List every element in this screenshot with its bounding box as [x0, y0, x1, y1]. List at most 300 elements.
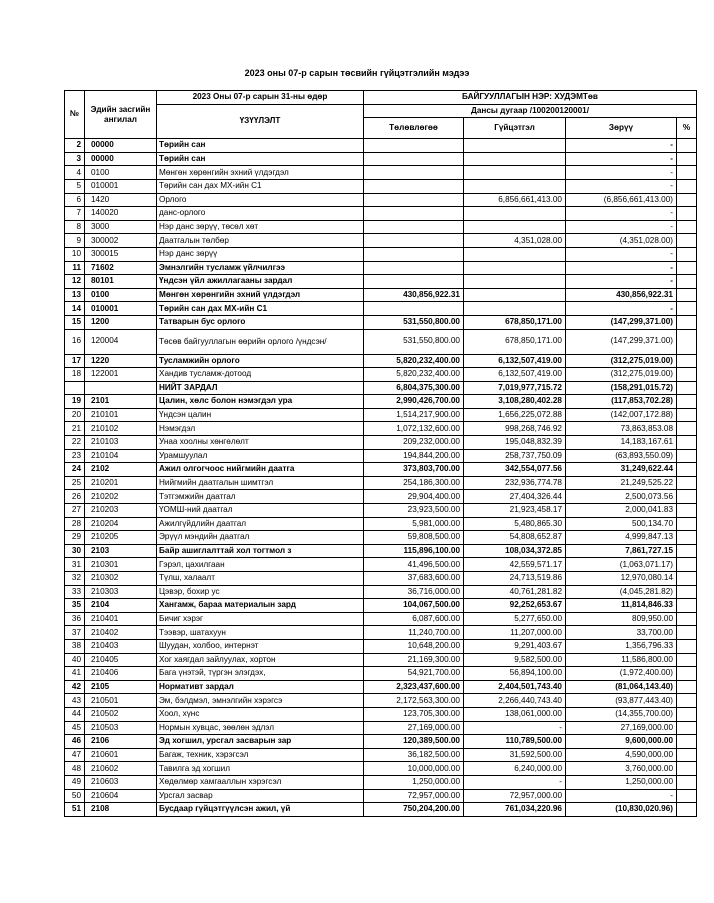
actual-cell — [464, 275, 566, 289]
actual-cell — [464, 288, 566, 302]
plan-cell: 59,808,500.00 — [364, 531, 464, 545]
table-row — [65, 572, 697, 586]
row-number-cell: 49 — [65, 775, 85, 789]
table-row — [65, 490, 697, 504]
table-row — [65, 288, 697, 302]
table-row — [65, 247, 697, 261]
indicator-name-cell: Бага үнэтэй, түргэн элэгдэх, — [157, 667, 364, 681]
table-row — [65, 585, 697, 599]
row-number-cell: 38 — [65, 639, 85, 653]
actual-cell — [464, 207, 566, 221]
indicator-name-cell: Нийгмийн даатгалын шимтгэл — [157, 476, 364, 490]
row-number-cell: 32 — [65, 572, 85, 586]
row-number-cell: 10 — [65, 247, 85, 261]
difference-cell: (147,299,371.00) — [566, 315, 677, 329]
table-row — [65, 220, 697, 234]
row-number-cell: 43 — [65, 694, 85, 708]
row-number-cell: 48 — [65, 762, 85, 776]
percent-cell — [677, 152, 697, 166]
header-plan: Төлөвлөгөө — [364, 118, 464, 139]
percent-cell — [677, 612, 697, 626]
plan-cell: 5,820,232,400.00 — [364, 368, 464, 382]
table-row — [65, 436, 697, 450]
table-row — [65, 302, 697, 316]
indicator-name-cell: Багаж, техник, хэрэгсэл — [157, 748, 364, 762]
difference-cell: - — [566, 247, 677, 261]
econ-code-cell: 2106 — [85, 735, 157, 749]
percent-cell — [677, 544, 697, 558]
difference-cell: 21,249,525.22 — [566, 476, 677, 490]
row-number-cell: 19 — [65, 395, 85, 409]
difference-cell: 2,000,041.83 — [566, 504, 677, 518]
indicator-name-cell: Мөнгөн хөрөнгийн эхний үлдэгдэл — [157, 166, 364, 180]
actual-cell: 678,850,171.00 — [464, 329, 566, 354]
plan-cell: 6,087,600.00 — [364, 612, 464, 626]
econ-code-cell: 140020 — [85, 207, 157, 221]
row-number-cell: 28 — [65, 517, 85, 531]
difference-cell: 4,590,000.00 — [566, 748, 677, 762]
percent-cell — [677, 193, 697, 207]
econ-code-cell: 210603 — [85, 775, 157, 789]
actual-cell: 56,894,100.00 — [464, 667, 566, 681]
indicator-name-cell: Эм, бэлдмэл, эмнэлгийн хэрэгсэ — [157, 694, 364, 708]
econ-code-cell: 210301 — [85, 558, 157, 572]
difference-cell: (63,893,550.09) — [566, 449, 677, 463]
actual-cell: 6,856,661,413.00 — [464, 193, 566, 207]
row-number-cell: 51 — [65, 803, 85, 817]
row-number-cell: 14 — [65, 302, 85, 316]
difference-cell: 430,856,922.31 — [566, 288, 677, 302]
difference-cell: (142,007,172.88) — [566, 408, 677, 422]
econ-code-cell: 71602 — [85, 261, 157, 275]
percent-cell — [677, 207, 697, 221]
actual-cell — [464, 261, 566, 275]
indicator-name-cell: Тавилга эд хогшил — [157, 762, 364, 776]
actual-cell: 24,713,519.86 — [464, 572, 566, 586]
row-number-cell: 8 — [65, 220, 85, 234]
difference-cell: (312,275,019.00) — [566, 354, 677, 368]
indicator-name-cell: Нормативт зардал — [157, 680, 364, 694]
row-number-cell: 40 — [65, 653, 85, 667]
plan-cell: 72,957,000.00 — [364, 789, 464, 803]
difference-cell: 1,250,000.00 — [566, 775, 677, 789]
row-number-cell: 23 — [65, 449, 85, 463]
indicator-name-cell: Хоол, хүнс — [157, 707, 364, 721]
percent-cell — [677, 288, 697, 302]
table-row — [65, 449, 697, 463]
econ-code-cell: 2108 — [85, 803, 157, 817]
percent-cell — [677, 220, 697, 234]
plan-cell — [364, 179, 464, 193]
plan-cell: 430,856,922.31 — [364, 288, 464, 302]
report-title: 2023 оны 07-р сарын төсвийн гүйцэтгэлийн мэдээ — [244, 68, 470, 78]
actual-cell: 21,923,458.17 — [464, 504, 566, 518]
percent-cell — [677, 572, 697, 586]
actual-cell: - — [464, 721, 566, 735]
econ-code-cell: 1420 — [85, 193, 157, 207]
table-row — [65, 762, 697, 776]
indicator-name-cell: Гэрэл, цахилгаан — [157, 558, 364, 572]
econ-code-cell: 2102 — [85, 463, 157, 477]
indicator-name-cell: Төрийн сан — [157, 139, 364, 153]
table-row — [65, 612, 697, 626]
plan-cell: 123,705,300.00 — [364, 707, 464, 721]
percent-cell — [677, 476, 697, 490]
row-number-cell: 16 — [65, 329, 85, 354]
table-row — [65, 193, 697, 207]
percent-cell — [677, 449, 697, 463]
row-number-cell: 47 — [65, 748, 85, 762]
actual-cell: 2,266,440,743.40 — [464, 694, 566, 708]
indicator-name-cell: Бусдаар гүйцэтгүүлсэн ажил, үй — [157, 803, 364, 817]
plan-cell: 1,514,217,900.00 — [364, 408, 464, 422]
percent-cell — [677, 275, 697, 289]
indicator-name-cell: Үндсэн үйл ажиллагааны зардал — [157, 275, 364, 289]
difference-cell: 3,760,000.00 — [566, 762, 677, 776]
econ-code-cell: 210503 — [85, 721, 157, 735]
econ-code-cell: 210302 — [85, 572, 157, 586]
econ-code-cell: 210203 — [85, 504, 157, 518]
table-row — [65, 803, 697, 817]
indicator-name-cell: Төрийн сан дах МХ-ийн С1 — [157, 179, 364, 193]
difference-cell: 2,500,073.56 — [566, 490, 677, 504]
indicator-name-cell: Тусламжийн орлого — [157, 354, 364, 368]
difference-cell: (6,856,661,413.00) — [566, 193, 677, 207]
plan-cell: 21,169,300.00 — [364, 653, 464, 667]
indicator-name-cell: Төрийн сан — [157, 152, 364, 166]
percent-cell — [677, 653, 697, 667]
indicator-name-cell: Урамшуулал — [157, 449, 364, 463]
difference-cell: 73,863,853.08 — [566, 422, 677, 436]
percent-cell — [677, 463, 697, 477]
actual-cell: 258,737,750.09 — [464, 449, 566, 463]
table-row — [65, 748, 697, 762]
row-number-cell: 4 — [65, 166, 85, 180]
row-number-cell: 45 — [65, 721, 85, 735]
difference-cell: (1,063,071.17) — [566, 558, 677, 572]
difference-cell: 500,134.70 — [566, 517, 677, 531]
header-pct: % — [677, 118, 697, 139]
difference-cell: - — [566, 302, 677, 316]
plan-cell: 531,550,800.00 — [364, 329, 464, 354]
indicator-name-cell: Нэр данс зөрүү, төсөл хөт — [157, 220, 364, 234]
header-actual: Гүйцэтгэл — [464, 118, 566, 139]
percent-cell — [677, 368, 697, 382]
plan-cell: 104,067,500.00 — [364, 599, 464, 613]
plan-cell: 10,000,000.00 — [364, 762, 464, 776]
table-row — [65, 207, 697, 221]
plan-cell — [364, 234, 464, 248]
percent-cell — [677, 748, 697, 762]
indicator-name-cell: Урсгал засвар — [157, 789, 364, 803]
actual-cell: 678,850,171.00 — [464, 315, 566, 329]
plan-cell: 29,904,400.00 — [364, 490, 464, 504]
plan-cell: 10,648,200.00 — [364, 639, 464, 653]
difference-cell: 9,600,000.00 — [566, 735, 677, 749]
plan-cell — [364, 166, 464, 180]
header-org: БАЙГУУЛЛАГЫН НЭР: ХУДЭМТөв — [364, 91, 697, 105]
plan-cell: 373,803,700.00 — [364, 463, 464, 477]
percent-cell — [677, 789, 697, 803]
row-number-cell: 44 — [65, 707, 85, 721]
indicator-name-cell: ҮОМШ-ний даатгал — [157, 504, 364, 518]
indicator-name-cell: Үндсэн цалин — [157, 408, 364, 422]
table-row — [65, 721, 697, 735]
actual-cell: 9,582,500.00 — [464, 653, 566, 667]
plan-cell — [364, 152, 464, 166]
table-row — [65, 667, 697, 681]
indicator-name-cell: Тэтгэмжийн даатгал — [157, 490, 364, 504]
econ-code-cell: 210101 — [85, 408, 157, 422]
row-number-cell: 21 — [65, 422, 85, 436]
percent-cell — [677, 504, 697, 518]
indicator-name-cell: Даатгалын төлбөр — [157, 234, 364, 248]
indicator-name-cell: Эд хогшил, урсгал засварын зар — [157, 735, 364, 749]
header-code: Эдийн засгийн ангилал — [85, 91, 157, 139]
actual-cell: 6,240,000.00 — [464, 762, 566, 776]
econ-code-cell: 210402 — [85, 626, 157, 640]
actual-cell — [464, 166, 566, 180]
table-row — [65, 315, 697, 329]
difference-cell: (1,972,400.00) — [566, 667, 677, 681]
indicator-name-cell: Төсөв байгууллагын өөрийн орлого /үндсэн/ — [157, 329, 364, 354]
row-number-cell: 41 — [65, 667, 85, 681]
percent-cell — [677, 694, 697, 708]
econ-code-cell: 210204 — [85, 517, 157, 531]
difference-cell: 1,356,796.33 — [566, 639, 677, 653]
indicator-name-cell: Түлш, халаалт — [157, 572, 364, 586]
row-number-cell: 29 — [65, 531, 85, 545]
difference-cell: - — [566, 166, 677, 180]
table-row — [65, 639, 697, 653]
econ-code-cell: 3000 — [85, 220, 157, 234]
indicator-name-cell: Цалин, хөлс болон нэмэгдэл ура — [157, 395, 364, 409]
row-number-cell: 13 — [65, 288, 85, 302]
econ-code-cell: 300002 — [85, 234, 157, 248]
plan-cell — [364, 139, 464, 153]
actual-cell — [464, 220, 566, 234]
indicator-name-cell: Эрүүл мэндийн даатгал — [157, 531, 364, 545]
plan-cell: 2,172,563,300.00 — [364, 694, 464, 708]
table-row — [65, 408, 697, 422]
table-row — [65, 422, 697, 436]
percent-cell — [677, 721, 697, 735]
percent-cell — [677, 354, 697, 368]
indicator-name-cell: Хог хаягдал зайлуулах, хортон — [157, 653, 364, 667]
actual-cell: - — [464, 775, 566, 789]
plan-cell: 37,683,600.00 — [364, 572, 464, 586]
difference-cell: 11,586,800.00 — [566, 653, 677, 667]
indicator-name-cell: Ажил олгогчоос нийгмийн даатга — [157, 463, 364, 477]
actual-cell — [464, 152, 566, 166]
indicator-name-cell: Орлого — [157, 193, 364, 207]
header-indicator: ҮЗҮҮЛЭЛТ — [157, 104, 364, 139]
difference-cell: 33,700.00 — [566, 626, 677, 640]
table-row — [65, 354, 697, 368]
indicator-name-cell: Ажилгүйдлийн даатгал — [157, 517, 364, 531]
table-row — [65, 166, 697, 180]
table-row — [65, 680, 697, 694]
econ-code-cell: 2101 — [85, 395, 157, 409]
actual-cell: 27,404,326.44 — [464, 490, 566, 504]
econ-code-cell: 210405 — [85, 653, 157, 667]
percent-cell — [677, 408, 697, 422]
difference-cell: (4,351,028.00) — [566, 234, 677, 248]
econ-code-cell: 1200 — [85, 315, 157, 329]
row-number-cell: 30 — [65, 544, 85, 558]
actual-cell: 11,207,000.00 — [464, 626, 566, 640]
indicator-name-cell: Тээвэр, шатахуун — [157, 626, 364, 640]
percent-cell — [677, 329, 697, 354]
row-number-cell — [65, 381, 85, 395]
row-number-cell: 31 — [65, 558, 85, 572]
percent-cell — [677, 139, 697, 153]
difference-cell: (93,877,443.40) — [566, 694, 677, 708]
actual-cell: 3,108,280,402.28 — [464, 395, 566, 409]
indicator-name-cell: данс-орлого — [157, 207, 364, 221]
table-row — [65, 275, 697, 289]
row-number-cell: 12 — [65, 275, 85, 289]
table-row — [65, 381, 697, 395]
difference-cell: (81,064,143.40) — [566, 680, 677, 694]
actual-cell — [464, 139, 566, 153]
plan-cell: 1,250,000.00 — [364, 775, 464, 789]
actual-cell: 998,268,746.92 — [464, 422, 566, 436]
actual-cell: 232,936,774.78 — [464, 476, 566, 490]
table-row — [65, 329, 697, 354]
percent-cell — [677, 558, 697, 572]
budget-table — [64, 90, 697, 817]
econ-code-cell: 210303 — [85, 585, 157, 599]
percent-cell — [677, 735, 697, 749]
econ-code-cell: 0100 — [85, 166, 157, 180]
percent-cell — [677, 762, 697, 776]
percent-cell — [677, 166, 697, 180]
table-row — [65, 558, 697, 572]
econ-code-cell: 210103 — [85, 436, 157, 450]
econ-code-cell: 210604 — [85, 789, 157, 803]
table-row — [65, 504, 697, 518]
econ-code-cell: 210406 — [85, 667, 157, 681]
table-row — [65, 626, 697, 640]
difference-cell: - — [566, 789, 677, 803]
econ-code-cell: 122001 — [85, 368, 157, 382]
difference-cell: 31,249,622.44 — [566, 463, 677, 477]
econ-code-cell: 1220 — [85, 354, 157, 368]
table-row — [65, 531, 697, 545]
plan-cell: 23,923,500.00 — [364, 504, 464, 518]
table-row — [65, 694, 697, 708]
table-row — [65, 775, 697, 789]
difference-cell: - — [566, 207, 677, 221]
plan-cell — [364, 220, 464, 234]
header-row-1 — [65, 91, 697, 105]
actual-cell: 138,061,000.00 — [464, 707, 566, 721]
plan-cell: 6,804,375,300.00 — [364, 381, 464, 395]
actual-cell: 110,789,500.00 — [464, 735, 566, 749]
row-number-cell: 50 — [65, 789, 85, 803]
econ-code-cell: 2103 — [85, 544, 157, 558]
percent-cell — [677, 490, 697, 504]
row-number-cell: 20 — [65, 408, 85, 422]
table-body — [65, 139, 697, 817]
plan-cell — [364, 302, 464, 316]
plan-cell: 1,072,132,600.00 — [364, 422, 464, 436]
plan-cell: 36,716,000.00 — [364, 585, 464, 599]
difference-cell: - — [566, 139, 677, 153]
plan-cell: 36,182,500.00 — [364, 748, 464, 762]
actual-cell: 31,592,500.00 — [464, 748, 566, 762]
actual-cell: 6,132,507,419.00 — [464, 354, 566, 368]
row-number-cell: 35 — [65, 599, 85, 613]
actual-cell: 108,034,372.85 — [464, 544, 566, 558]
row-number-cell: 5 — [65, 179, 85, 193]
percent-cell — [677, 395, 697, 409]
row-number-cell: 46 — [65, 735, 85, 749]
row-number-cell: 17 — [65, 354, 85, 368]
table-row — [65, 476, 697, 490]
percent-cell — [677, 261, 697, 275]
header-date: 2023 Оны 07-р сарын 31-ны өдөр — [157, 91, 364, 105]
econ-code-cell: 210401 — [85, 612, 157, 626]
difference-cell: - — [566, 261, 677, 275]
difference-cell: (117,853,702.28) — [566, 395, 677, 409]
actual-cell: 54,808,652.87 — [464, 531, 566, 545]
difference-cell: - — [566, 275, 677, 289]
actual-cell: 342,554,077.56 — [464, 463, 566, 477]
actual-cell: 1,656,225,072.88 — [464, 408, 566, 422]
row-number-cell: 33 — [65, 585, 85, 599]
row-number-cell: 22 — [65, 436, 85, 450]
table-row — [65, 599, 697, 613]
actual-cell: 4,351,028.00 — [464, 234, 566, 248]
econ-code-cell: 210601 — [85, 748, 157, 762]
indicator-name-cell: Мөнгөн хөрөнгийн эхний үлдэгдэл — [157, 288, 364, 302]
econ-code-cell: 210104 — [85, 449, 157, 463]
row-number-cell: 42 — [65, 680, 85, 694]
econ-code-cell: 010001 — [85, 302, 157, 316]
indicator-name-cell: Бичиг хэрэг — [157, 612, 364, 626]
difference-cell: 7,861,727.15 — [566, 544, 677, 558]
actual-cell: 42,559,571.17 — [464, 558, 566, 572]
actual-cell: 195,048,832.39 — [464, 436, 566, 450]
econ-code-cell: 00000 — [85, 152, 157, 166]
row-number-cell: 37 — [65, 626, 85, 640]
actual-cell: 5,277,650.00 — [464, 612, 566, 626]
difference-cell: - — [566, 152, 677, 166]
actual-cell — [464, 302, 566, 316]
indicator-name-cell: НИЙТ ЗАРДАЛ — [157, 381, 364, 395]
econ-code-cell: 210403 — [85, 639, 157, 653]
difference-cell: (14,355,700.00) — [566, 707, 677, 721]
percent-cell — [677, 626, 697, 640]
indicator-name-cell: Хөдөлмөр хамгааллын хэрэгсэл — [157, 775, 364, 789]
difference-cell: 27,169,000.00 — [566, 721, 677, 735]
actual-cell: 72,957,000.00 — [464, 789, 566, 803]
plan-cell: 2,323,437,600.00 — [364, 680, 464, 694]
actual-cell — [464, 247, 566, 261]
header-diff: Зөрүү — [566, 118, 677, 139]
percent-cell — [677, 667, 697, 681]
econ-code-cell: 010001 — [85, 179, 157, 193]
econ-code-cell: 210102 — [85, 422, 157, 436]
difference-cell: 4,999,847.13 — [566, 531, 677, 545]
percent-cell — [677, 315, 697, 329]
indicator-name-cell: Хангамж, бараа материалын зард — [157, 599, 364, 613]
econ-code-cell — [85, 381, 157, 395]
difference-cell: 12,970,080.14 — [566, 572, 677, 586]
difference-cell: - — [566, 179, 677, 193]
